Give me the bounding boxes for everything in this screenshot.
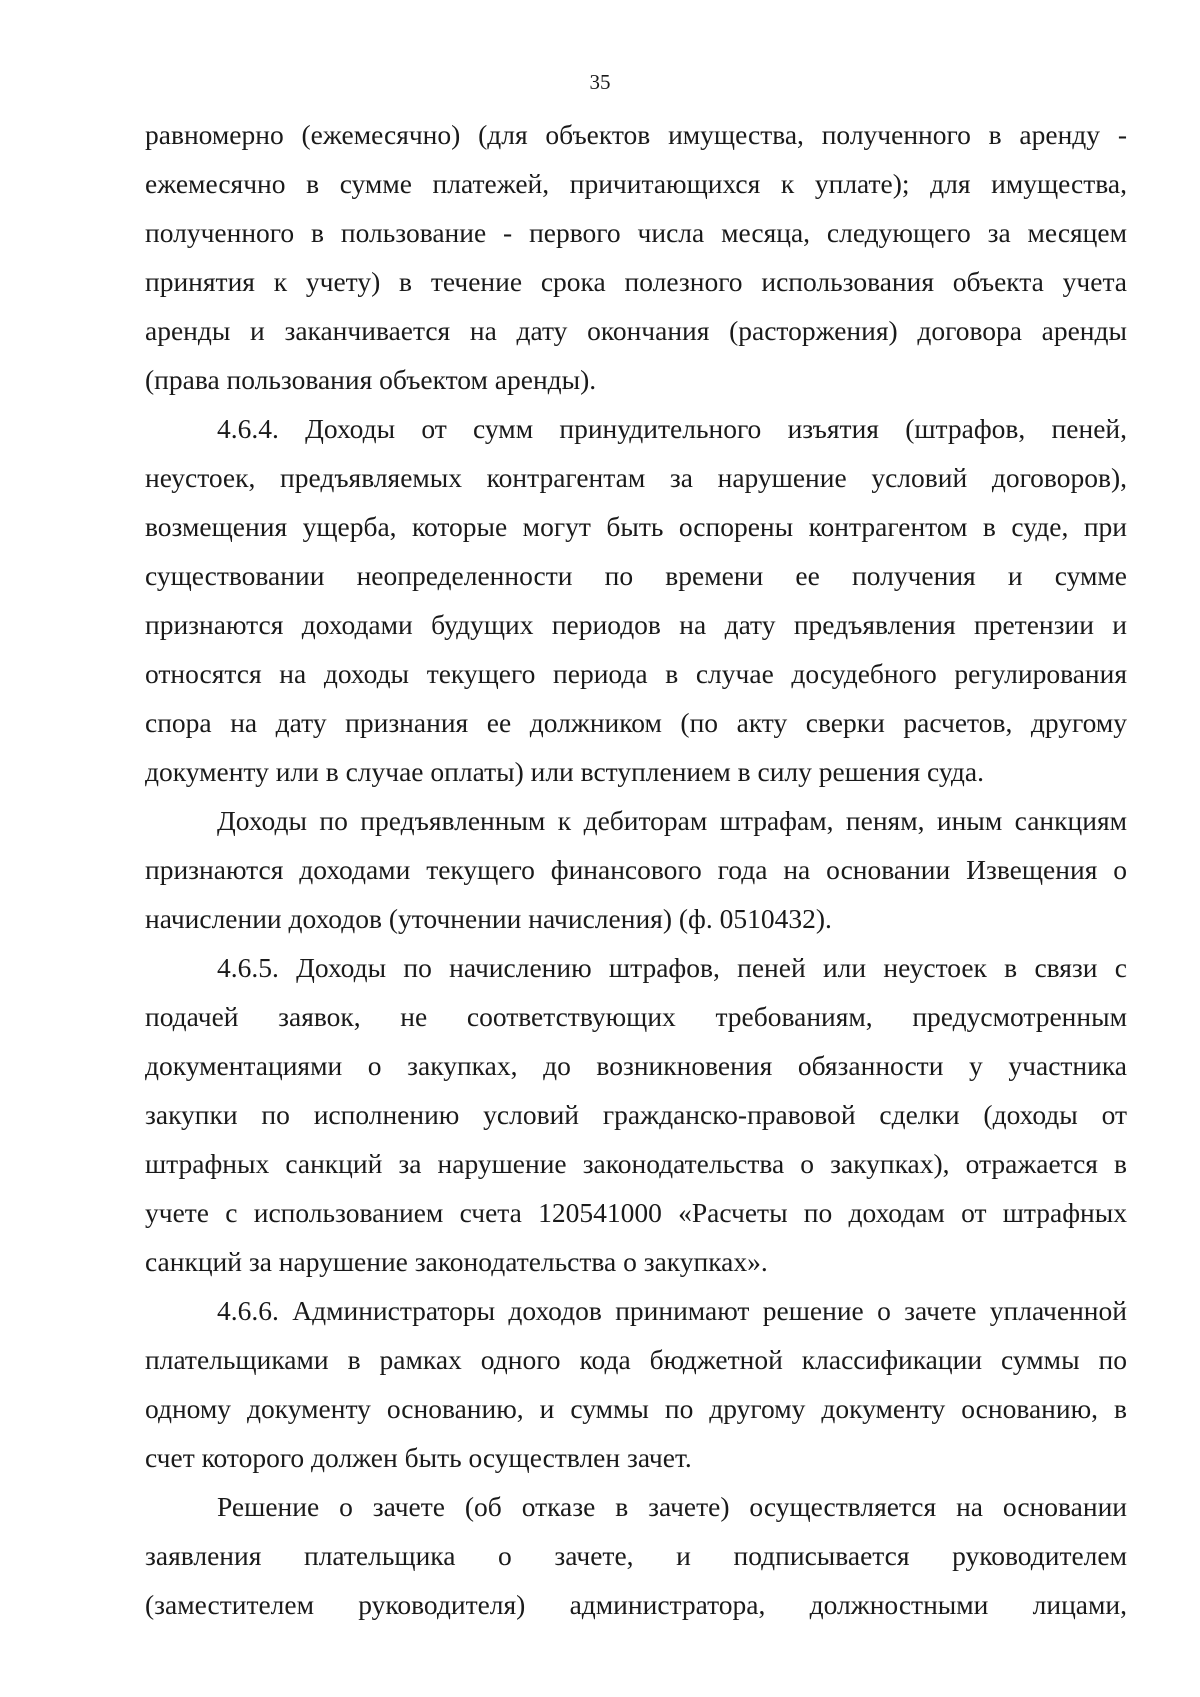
text-line: закупки по исполнению условий гражданско-правовой сделки (доходы от [145,1099,1127,1130]
text-line: одному документу основанию, и суммы по другому документу основанию, в [145,1393,1127,1424]
text-line: признаются доходами будущих периодов на дату предъявления претензии и [145,609,1127,640]
text-line: 4.6.4. Доходы от сумм принудительного изъятия (штрафов, пеней, [217,413,1127,444]
text-line: документациями о закупках, до возникновения обязанности у участника [145,1050,1127,1081]
text-line: 4.6.5. Доходы по начислению штрафов, пеней или неустоек в связи с [217,952,1127,983]
text-line: спора на дату признания ее должником (по акту сверки расчетов, другому [145,707,1127,738]
text-line: штрафных санкций за нарушение законодательства о закупках), отражается в [145,1148,1127,1179]
text-line: подачей заявок, не соответствующих требованиям, предусмотренным [145,1001,1127,1032]
text-line: учете с использованием счета 120541000 «Расчеты по доходам от штрафных [145,1197,1127,1228]
text-line: заявления плательщика о зачете, и подписывается руководителем [145,1540,1127,1571]
text-line: относятся на доходы текущего периода в случае досудебного регулирования [145,658,1127,689]
text-line: возмещения ущерба, которые могут быть оспорены контрагентом в суде, при [145,511,1127,542]
paragraph [145,943,1127,1286]
text-line: Решение о зачете (об отказе в зачете) осуществляется на основании [217,1491,1127,1522]
paragraph [145,796,1127,943]
text-line: существовании неопределенности по времени ее получения и сумме [145,560,1127,591]
paragraph [145,404,1127,796]
text-line: плательщиками в рамках одного кода бюджетной классификации суммы по [145,1344,1127,1375]
text-line: Доходы по предъявленным к дебиторам штрафам, пеням, иным санкциям [217,805,1127,836]
document-body [145,110,1127,1629]
text-line: счет которого должен быть осуществлен зачет. [145,1442,692,1473]
text-line: аренды и заканчивается на дату окончания (расторжения) договора аренды [145,315,1127,346]
text-line: (заместителем руководителя) администратора, должностными лицами, [145,1589,1127,1620]
text-line: принятия к учету) в течение срока полезного использования объекта учета [145,266,1127,297]
text-line: ежемесячно в сумме платежей, причитающихся к уплате); для имущества, [145,168,1127,199]
text-line: (права пользования объектом аренды). [145,364,597,395]
text-line: равномерно (ежемесячно) (для объектов имущества, полученного в аренду - [145,119,1127,150]
paragraph [145,1482,1127,1629]
paragraph [145,1286,1127,1482]
text-line: 4.6.6. Администраторы доходов принимают решение о зачете уплаченной [217,1295,1127,1326]
text-line: санкций за нарушение законодательства о закупках». [145,1246,768,1277]
text-line: начислении доходов (уточнении начисления) (ф. 0510432). [145,903,832,934]
page-number: 35 [589,70,611,94]
text-line: документу или в случае оплаты) или вступлением в силу решения суда. [145,756,984,787]
paragraph [145,110,1127,404]
text-line: неустоек, предъявляемых контрагентам за нарушение условий договоров), [145,462,1127,493]
text-line: признаются доходами текущего финансового года на основании Извещения о [145,854,1127,885]
text-line: полученного в пользование - первого числа месяца, следующего за месяцем [145,217,1127,248]
